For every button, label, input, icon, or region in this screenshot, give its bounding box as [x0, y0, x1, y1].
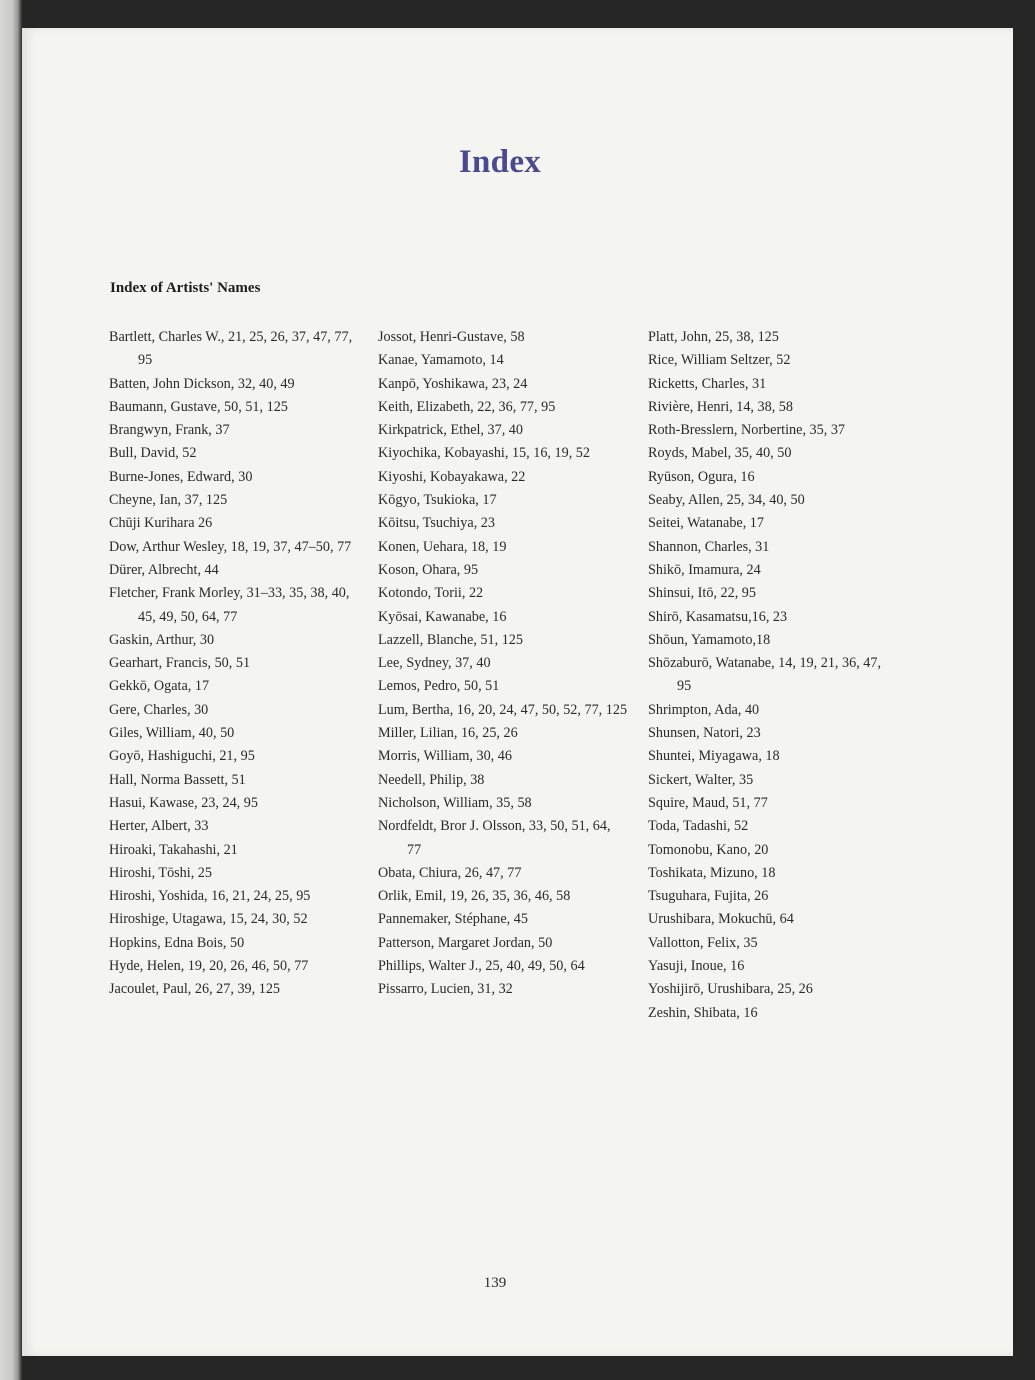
index-entry: Yoshijirō, Urushibara, 25, 26 [648, 981, 813, 998]
page-number: 139 [483, 1275, 507, 1291]
index-entry: Goyō, Hashiguchi, 21, 95 [109, 748, 255, 765]
index-entry: Lum, Bertha, 16, 20, 24, 47, 50, 52, 77, 125 [378, 701, 628, 718]
index-entry: Dürer, Albrecht, 44 [109, 561, 219, 578]
index-entry: Koson, Ohara, 95 [378, 561, 479, 578]
index-entry: Kirkpatrick, Ethel, 37, 40 [378, 422, 523, 439]
index-entry: Jossot, Henri-Gustave, 58 [378, 329, 525, 345]
index-entry: Platt, John, 25, 38, 125 [648, 329, 779, 345]
index-entry: Jacoulet, Paul, 26, 27, 39, 125 [109, 981, 281, 998]
index-entry: Hiroshi, Tōshi, 25 [109, 864, 212, 881]
index-entry: Kotondo, Torii, 22 [378, 585, 484, 602]
index-entry: Batten, John Dickson, 32, 40, 49 [109, 375, 295, 392]
index-entry: Seitei, Watanabe, 17 [648, 515, 764, 532]
index-entry: Needell, Philip, 38 [378, 771, 485, 788]
index-entry: Pannemaker, Stéphane, 45 [378, 911, 528, 928]
index-entry: Kanpō, Yoshikawa, 23, 24 [378, 375, 528, 392]
index-entry: Hiroaki, Takahashi, 21 [109, 841, 238, 858]
index-entry: Phillips, Walter J., 25, 40, 49, 50, 64 [378, 958, 585, 975]
index-entry: Orlik, Emil, 19, 26, 35, 36, 46, 58 [378, 888, 571, 905]
facing-page-edge [0, 0, 22, 1380]
index-entry: Tomonobu, Kano, 20 [648, 841, 769, 858]
index-entry: Kōitsu, Tsuchiya, 23 [378, 515, 495, 532]
index-entry: Gaskin, Arthur, 30 [109, 631, 215, 648]
index-entry: Yasuji, Inoue, 16 [648, 958, 745, 975]
index-entry: Hyde, Helen, 19, 20, 26, 46, 50, 77 [109, 958, 309, 975]
index-entry: Kyōsai, Kawanabe, 16 [378, 608, 507, 625]
index-entry: Obata, Chiura, 26, 47, 77 [378, 864, 522, 881]
index-entry: Shōzaburō, Watanabe, 14, 19, 21, 36, 47, 95 [648, 655, 882, 695]
index-entry: Kanae, Yamamoto, 14 [378, 352, 504, 369]
index-entry: Sickert, Walter, 35 [648, 771, 754, 788]
index-entry: Urushibara, Mokuchū, 64 [648, 911, 794, 928]
index-entry: Shunsen, Natori, 23 [648, 725, 761, 742]
index-entry: Tsuguhara, Fujita, 26 [648, 888, 769, 905]
index-entry: Roth-Bresslern, Norbertine, 35, 37 [648, 422, 846, 439]
index-entry: Shikō, Imamura, 24 [648, 561, 761, 578]
index-entry: Keith, Elizabeth, 22, 36, 77, 95 [378, 398, 556, 415]
index-entry: Rivière, Henri, 14, 38, 58 [648, 398, 793, 415]
index-entry: Burne-Jones, Edward, 30 [109, 468, 253, 485]
index-entry: Cheyne, Ian, 37, 125 [109, 492, 228, 509]
index-entry: Dow, Arthur Wesley, 18, 19, 37, 47–50, 77 [109, 538, 352, 555]
index-entry: Shinsui, Itō, 22, 95 [648, 585, 756, 602]
index-entry: Toda, Tadashi, 52 [648, 818, 749, 835]
index-entry: Hopkins, Edna Bois, 50 [109, 934, 245, 951]
index-entry: Shirō, Kasamatsu,16, 23 [648, 608, 788, 625]
index-entry: Rice, William Seltzer, 52 [648, 352, 791, 369]
index-entry: Bartlett, Charles W., 21, 25, 26, 37, 47, 77, 95 [109, 329, 353, 369]
index-entry: Lee, Sydney, 37, 40 [378, 655, 491, 672]
index-entry: Shōun, Yamamoto,18 [648, 631, 771, 648]
page-title: Index [458, 144, 542, 180]
index-entry: Ricketts, Charles, 31 [648, 375, 767, 392]
index-entry: Shrimpton, Ada, 40 [648, 701, 760, 718]
index-entry: Herter, Albert, 33 [109, 818, 209, 835]
index-entry: Hall, Norma Bassett, 51 [109, 771, 246, 788]
index-entry: Royds, Mabel, 35, 40, 50 [648, 445, 792, 462]
book-page [22, 28, 1013, 1356]
index-entry: Seaby, Allen, 25, 34, 40, 50 [648, 492, 805, 509]
index-entry: Lemos, Pedro, 50, 51 [378, 678, 500, 695]
index-entry: Shuntei, Miyagawa, 18 [648, 748, 780, 765]
index-entry: Ryūson, Ogura, 16 [648, 468, 755, 485]
index-entry: Miller, Lilian, 16, 25, 26 [378, 725, 518, 742]
index-entry: Hasui, Kawase, 23, 24, 95 [109, 794, 258, 811]
index-entry: Hiroshige, Utagawa, 15, 24, 30, 52 [109, 911, 308, 928]
index-entry: Gearhart, Francis, 50, 51 [109, 655, 251, 672]
index-entry: Squire, Maud, 51, 77 [648, 794, 768, 811]
index-column-3 [648, 326, 898, 1025]
index-entry: Hiroshi, Yoshida, 16, 21, 24, 25, 95 [109, 888, 311, 905]
index-entry: Pissarro, Lucien, 31, 32 [378, 981, 513, 998]
index-entry: Toshikata, Mizuno, 18 [648, 864, 776, 881]
index-entry: Lazzell, Blanche, 51, 125 [378, 631, 523, 648]
index-entry: Nicholson, William, 35, 58 [378, 794, 532, 811]
index-entry: Kiyoshi, Kobayakawa, 22 [378, 468, 526, 485]
index-entry: Gekkō, Ogata, 17 [109, 678, 210, 695]
index-entry: Kōgyo, Tsukioka, 17 [378, 492, 497, 509]
index-entry: Bull, David, 52 [109, 445, 197, 462]
index-entry: Baumann, Gustave, 50, 51, 125 [109, 398, 288, 415]
section-heading: Index of Artists' Names [110, 280, 261, 296]
index-entry: Gere, Charles, 30 [109, 701, 209, 718]
index-column-1 [109, 326, 359, 1002]
index-entry: Fletcher, Frank Morley, 31–33, 35, 38, 40, 45, 49, 50, 64, 77 [109, 585, 350, 625]
index-entry: Giles, William, 40, 50 [109, 725, 235, 742]
index-entry: Nordfeldt, Bror J. Olsson, 33, 50, 51, 64, 77 [378, 818, 611, 858]
index-entry: Morris, William, 30, 46 [378, 748, 512, 765]
index-entry: Konen, Uehara, 18, 19 [378, 538, 507, 555]
index-entry: Vallotton, Felix, 35 [648, 934, 758, 951]
index-entry: Brangwyn, Frank, 37 [109, 422, 230, 439]
index-entry: Patterson, Margaret Jordan, 50 [378, 934, 553, 951]
index-entry: Kiyochika, Kobayashi, 15, 16, 19, 52 [378, 445, 590, 462]
index-column-2 [378, 326, 628, 1002]
index-entry: Zeshin, Shibata, 16 [648, 1004, 758, 1021]
index-entry: Shannon, Charles, 31 [648, 538, 770, 555]
index-entry: Chūji Kurihara 26 [109, 515, 213, 532]
